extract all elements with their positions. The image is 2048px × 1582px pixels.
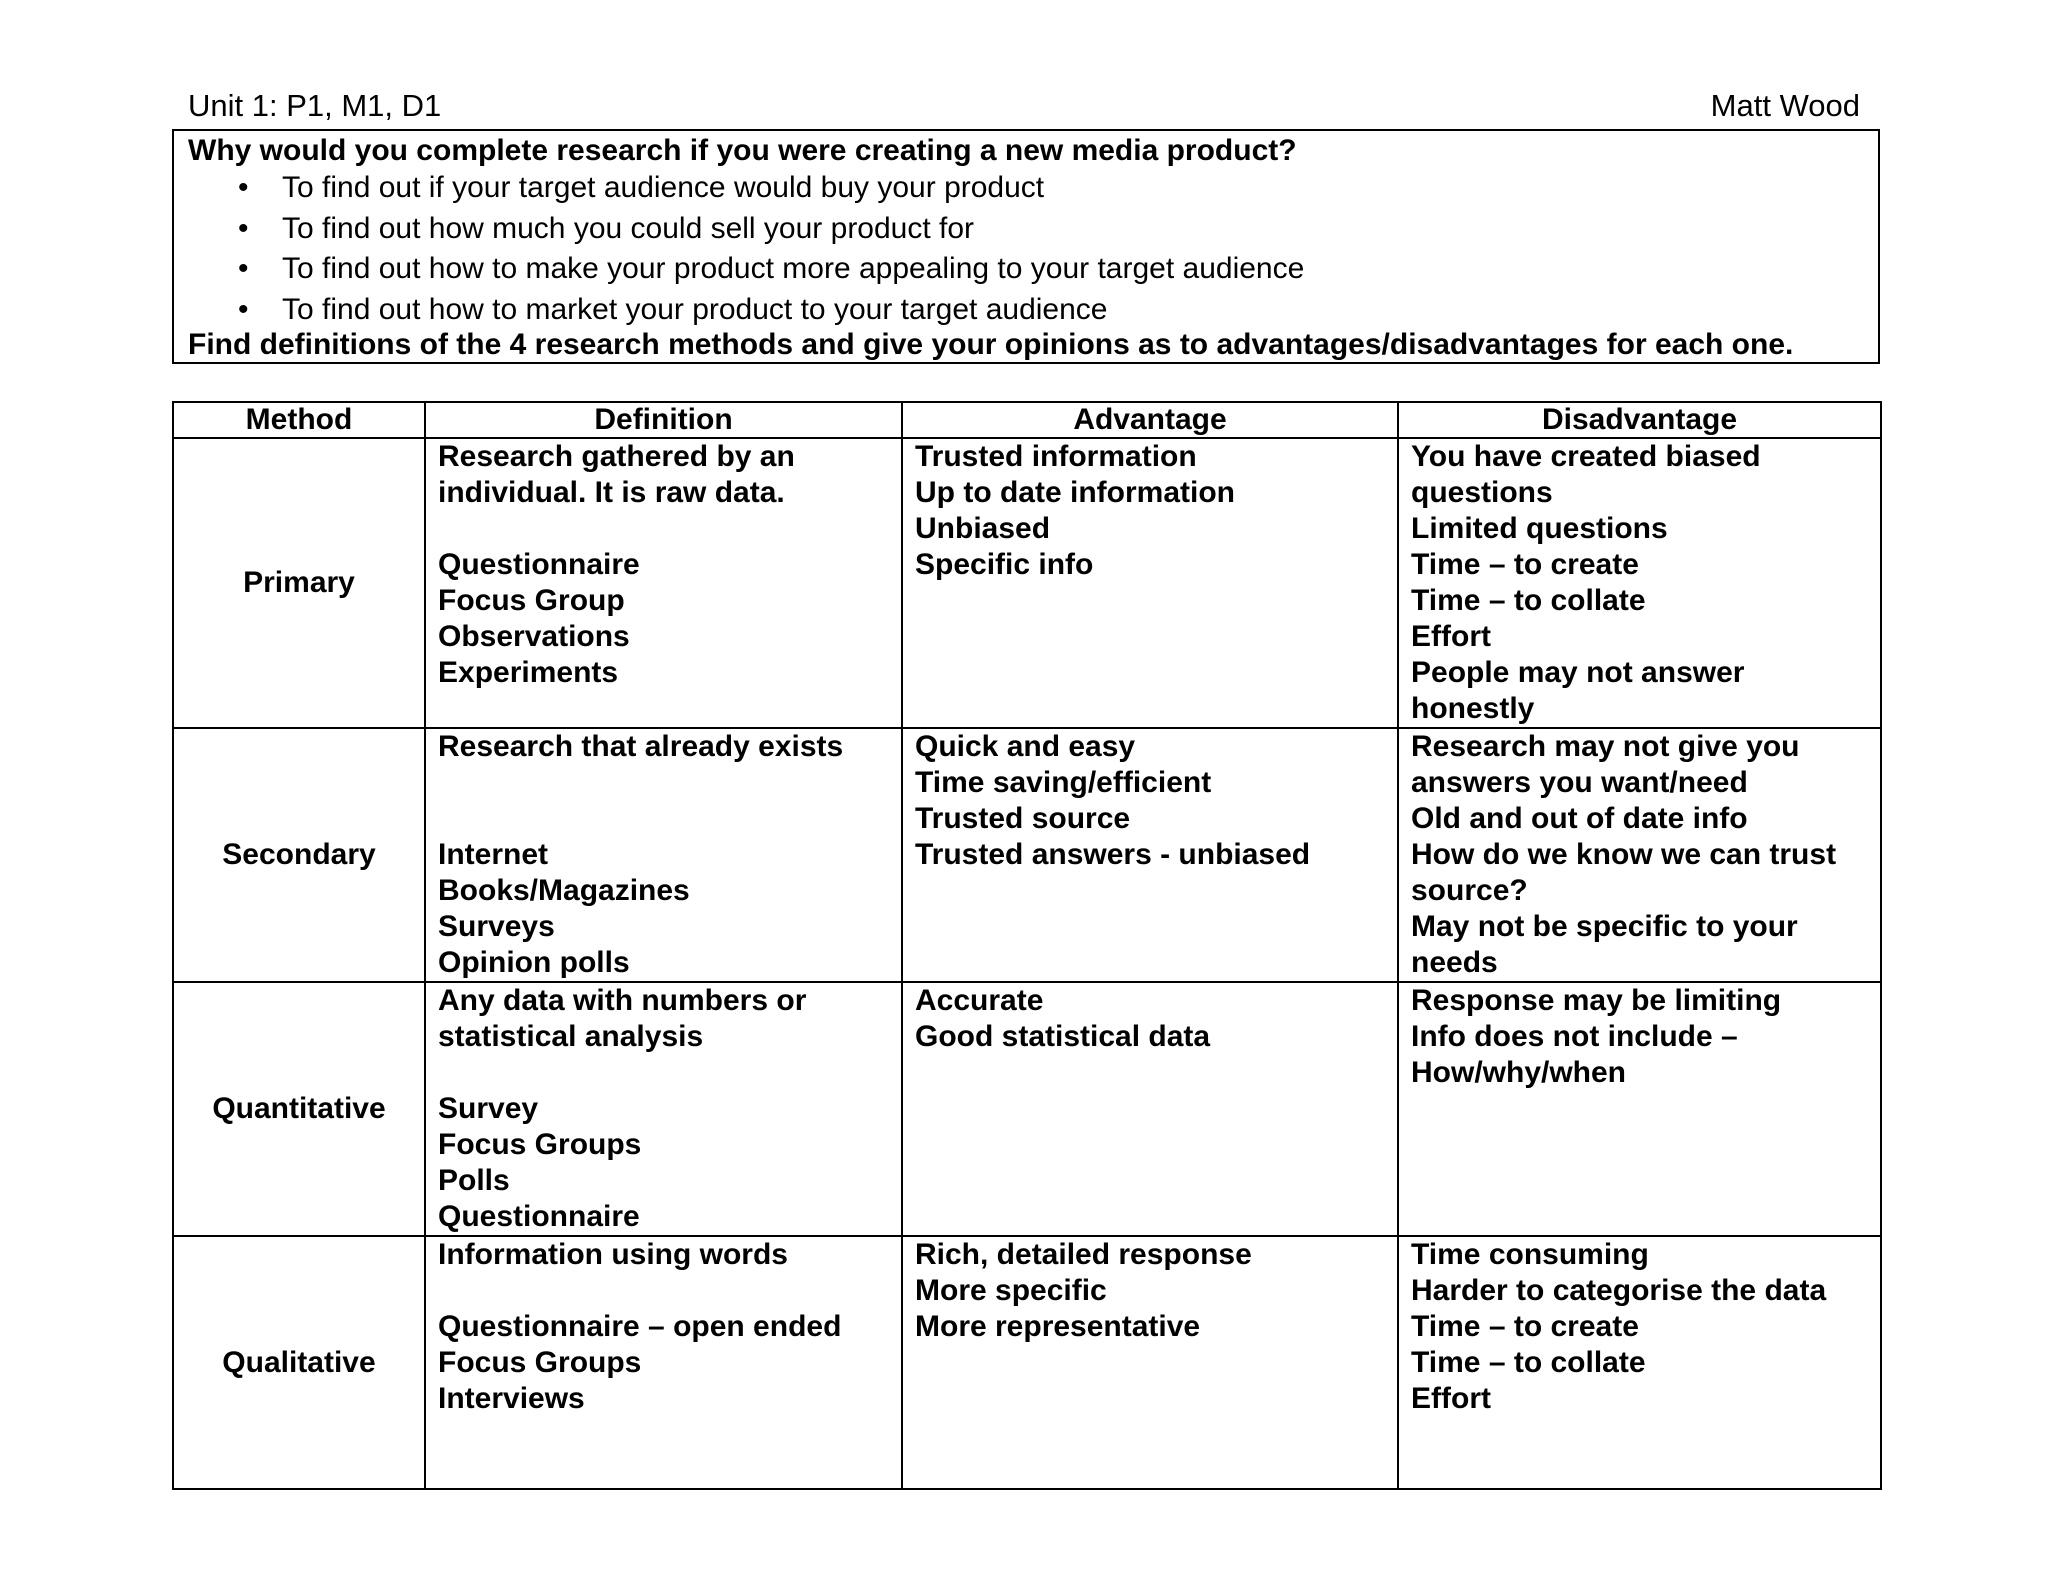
cell-line bbox=[438, 765, 889, 801]
author-name: Matt Wood bbox=[1710, 88, 1860, 123]
cell-line: individual. It is raw data. bbox=[438, 476, 785, 509]
bullet-text: To find out if your target audience would buy your product bbox=[282, 171, 1045, 204]
method-cell: Qualitative bbox=[173, 1236, 425, 1489]
cell-line: Accurate bbox=[915, 984, 1044, 1017]
cell-line: Time – to collate bbox=[1411, 584, 1646, 617]
cell-line: answers you want/need bbox=[1411, 766, 1748, 799]
cell-line: Effort bbox=[1411, 1382, 1491, 1415]
cell-line: Unbiased bbox=[915, 512, 1051, 545]
cell-line: How/why/when bbox=[1411, 1056, 1627, 1089]
table-row bbox=[173, 1236, 1881, 1489]
cell-line: Time – to collate bbox=[1411, 1346, 1646, 1379]
cell-line: Information using words bbox=[438, 1238, 788, 1271]
cell-line: honestly bbox=[1411, 692, 1535, 725]
advantage-cell bbox=[902, 982, 1398, 1236]
cell-line: questions bbox=[1411, 476, 1553, 509]
cell-line: You have created biased bbox=[1411, 440, 1761, 473]
cell-line: Harder to categorise the data bbox=[1411, 1274, 1827, 1307]
header-definition: Definition bbox=[425, 402, 902, 438]
cell-line: Limited questions bbox=[1411, 512, 1668, 545]
cell-line: Effort bbox=[1411, 620, 1491, 653]
cell-line: Experiments bbox=[438, 656, 619, 689]
cell-line: Info does not include – bbox=[1411, 1020, 1738, 1053]
cell-line: Rich, detailed response bbox=[915, 1238, 1252, 1271]
unit-label: Unit 1: P1, M1, D1 bbox=[188, 88, 442, 123]
cell-line: source? bbox=[1411, 874, 1528, 907]
cell-line: Internet bbox=[438, 838, 549, 871]
cell-line: Surveys bbox=[438, 910, 555, 943]
disadvantage-cell bbox=[1398, 728, 1881, 982]
cell-line: How do we know we can trust bbox=[1411, 838, 1837, 871]
disadvantage-cell bbox=[1398, 1236, 1881, 1489]
cell-line: Books/Magazines bbox=[438, 874, 690, 907]
cell-line: Research may not give you bbox=[1411, 730, 1800, 763]
cell-line: More representative bbox=[915, 1310, 1201, 1343]
cell-line: Old and out of date info bbox=[1411, 802, 1748, 835]
advantage-cell bbox=[902, 1236, 1398, 1489]
cell-line: Focus Group bbox=[438, 584, 625, 617]
cell-line: Focus Groups bbox=[438, 1346, 642, 1379]
cell-line: Opinion polls bbox=[438, 946, 630, 979]
method-cell: Quantitative bbox=[173, 982, 425, 1236]
definition-cell bbox=[425, 982, 902, 1236]
cell-line: Specific info bbox=[915, 548, 1094, 581]
cell-line bbox=[438, 1273, 889, 1309]
table-header-row bbox=[173, 402, 1881, 438]
intro-instruction: Find definitions of the 4 research methods and give your opinions as to advantages/disadvantages for each one. bbox=[188, 328, 1794, 361]
cell-line: Questionnaire – open ended bbox=[438, 1310, 842, 1343]
cell-line: Good statistical data bbox=[915, 1020, 1211, 1053]
bullet-icon: • bbox=[238, 252, 249, 285]
cell-line bbox=[438, 801, 889, 837]
cell-line: Time consuming bbox=[1411, 1238, 1649, 1271]
cell-line: Trusted information bbox=[915, 440, 1197, 473]
research-methods-table bbox=[172, 401, 1882, 1490]
page-header bbox=[188, 88, 1860, 124]
definition-cell bbox=[425, 438, 902, 728]
table-row bbox=[173, 728, 1881, 982]
cell-line: People may not answer bbox=[1411, 656, 1745, 689]
cell-line bbox=[438, 1055, 889, 1091]
definition-cell bbox=[425, 728, 902, 982]
bullet-text: To find out how much you could sell your product for bbox=[282, 211, 975, 245]
cell-line: Trusted source bbox=[915, 802, 1131, 835]
cell-line: Interviews bbox=[438, 1382, 585, 1415]
cell-line: Time – to create bbox=[1411, 1310, 1639, 1343]
cell-line: Any data with numbers or bbox=[438, 984, 807, 1017]
bullet-text: To find out how to make your product more appealing to your target audience bbox=[282, 252, 1305, 285]
cell-line: Response may be limiting bbox=[1411, 984, 1782, 1017]
header-method: Method bbox=[173, 402, 425, 438]
cell-line: statistical analysis bbox=[438, 1020, 704, 1053]
method-cell: Primary bbox=[173, 438, 425, 728]
cell-line: Time – to create bbox=[1411, 548, 1639, 581]
cell-line: Questionnaire bbox=[438, 548, 640, 581]
bullet-text: To find out how to market your product to your target audience bbox=[282, 292, 1108, 326]
table-row bbox=[173, 438, 1881, 728]
table-row bbox=[173, 982, 1881, 1236]
cell-line: Research that already exists bbox=[438, 730, 844, 763]
cell-line: Time saving/efficient bbox=[915, 766, 1212, 799]
cell-line: Polls bbox=[438, 1164, 510, 1197]
cell-line: May not be specific to your bbox=[1411, 910, 1798, 943]
cell-line: Up to date information bbox=[915, 476, 1235, 509]
cell-line: Research gathered by an bbox=[438, 440, 795, 473]
intro-question: Why would you complete research if you were creating a new media product? bbox=[188, 134, 1297, 167]
header-disadvantage: Disadvantage bbox=[1398, 402, 1881, 438]
cell-line: Questionnaire bbox=[438, 1200, 640, 1233]
disadvantage-cell bbox=[1398, 982, 1881, 1236]
header-advantage: Advantage bbox=[902, 402, 1398, 438]
bullet-icon: • bbox=[238, 211, 249, 245]
disadvantage-cell bbox=[1398, 438, 1881, 728]
method-cell: Secondary bbox=[173, 728, 425, 982]
bullet-icon: • bbox=[238, 292, 249, 326]
cell-line: Observations bbox=[438, 620, 630, 653]
cell-line: needs bbox=[1411, 946, 1498, 979]
cell-line: Trusted answers - unbiased bbox=[915, 838, 1311, 871]
advantage-cell bbox=[902, 438, 1398, 728]
definition-cell bbox=[425, 1236, 902, 1489]
cell-line: Quick and easy bbox=[915, 730, 1136, 763]
bullet-icon: • bbox=[238, 171, 249, 204]
advantage-cell bbox=[902, 728, 1398, 982]
cell-line: More specific bbox=[915, 1274, 1107, 1307]
cell-line: Survey bbox=[438, 1092, 539, 1125]
cell-line: Focus Groups bbox=[438, 1128, 642, 1161]
intro-box bbox=[172, 129, 1880, 364]
cell-line bbox=[438, 511, 889, 547]
